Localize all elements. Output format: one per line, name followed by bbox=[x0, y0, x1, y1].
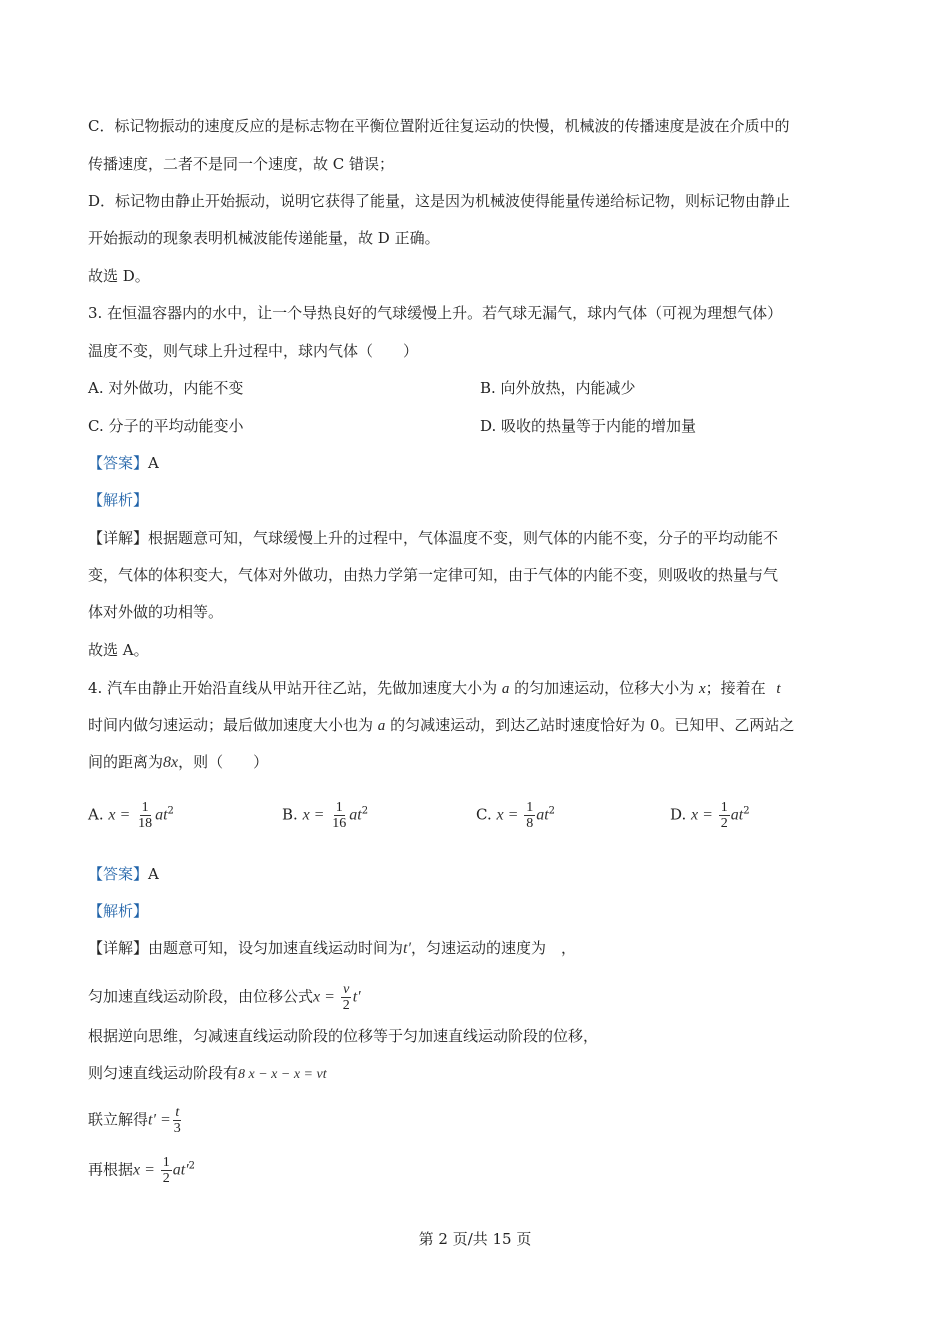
text-line bbox=[88, 1062, 327, 1086]
math-expr: x = bbox=[691, 806, 713, 824]
text-fragment: ，则（ ） bbox=[178, 753, 269, 771]
detail-text: 根据题意可知，气球缓慢上升的过程中，气体温度不变，则气体的内能不变，分子的平均动能不 bbox=[148, 529, 779, 547]
q4-detail bbox=[88, 937, 576, 960]
detail-tag: 【详解】 bbox=[88, 529, 149, 547]
fraction: $\frac{v}{2}$ bbox=[342, 982, 350, 1013]
text-line bbox=[88, 1155, 195, 1186]
fraction: $\frac{1}{2}$ bbox=[720, 800, 728, 831]
math-var: a bbox=[377, 718, 386, 734]
math-var: t bbox=[776, 681, 781, 697]
math-expr: at′ bbox=[172, 1161, 189, 1179]
answer-tag: 【答案】 bbox=[88, 865, 149, 883]
text-fragment: 4. 汽车由静止开始沿直线从甲站开往乙站，先做加速度大小为 bbox=[88, 679, 498, 697]
answer-value: A bbox=[148, 454, 159, 472]
text-fragment: 的匀减速运动，到达乙站时速度恰好为 0。已知甲、乙两站之 bbox=[390, 716, 795, 734]
fraction: $\frac{t}{3}$ bbox=[173, 1105, 181, 1136]
q3-detail bbox=[88, 527, 778, 549]
q4-option-a: A. x = $\frac{1}{18}$ $at^2$ bbox=[88, 800, 174, 831]
q4-option-c: C. x = $\frac{1}{8}$ $at^2$ bbox=[476, 800, 556, 831]
math-expr: x = bbox=[302, 806, 325, 824]
text-line: 体对外做的功相等。 bbox=[88, 603, 224, 621]
math-expr: 8 x − x − x = vt bbox=[238, 1067, 327, 1082]
text-fragment: 时间内做匀速运动；最后做加速度大小也为 bbox=[88, 716, 374, 734]
q3-option-c: C. 分子的平均动能变小 bbox=[88, 417, 244, 435]
text-fragment: ，匀速运动的速度为 ， bbox=[410, 939, 576, 957]
text-fragment: 再根据 bbox=[88, 1160, 134, 1179]
text-fragment: 间的距离为 bbox=[88, 753, 164, 771]
q3-option-d: D. 吸收的热量等于内能的增加量 bbox=[480, 417, 697, 435]
q3-option-a: A. 对外做功，内能不变 bbox=[88, 379, 244, 397]
math-expr: x = bbox=[108, 806, 131, 824]
math-expr: at bbox=[536, 806, 549, 824]
math-expr: x = bbox=[496, 806, 519, 824]
detail-tag: 【详解】 bbox=[88, 939, 149, 957]
text-fragment: 的匀加速运动，位移大小为 bbox=[514, 679, 695, 697]
math-expr: at bbox=[155, 806, 168, 824]
fraction: $\frac{1}{18}$ bbox=[138, 800, 153, 831]
text-line: 根据逆向思维，匀减速直线运动阶段的位移等于匀加速直线运动阶段的位移， bbox=[88, 1027, 599, 1045]
fraction: $\frac{1}{2}$ bbox=[162, 1155, 170, 1186]
math-expr: 8x bbox=[163, 754, 179, 771]
text-line: 变，气体的体积变大，气体对外做功，由热力学第一定律可知，由于气体的内能不变，则吸收的热量与气 bbox=[88, 566, 779, 584]
option-label: B. bbox=[282, 805, 298, 824]
option-label: D. bbox=[670, 805, 687, 824]
question-3: 3. 在恒温容器内的水中，让一个导热良好的气球缓慢上升。若气球无漏气，球内气体（可视为理想气体） bbox=[88, 304, 783, 322]
answer-value: A bbox=[148, 865, 159, 883]
option-label: A. bbox=[88, 805, 104, 824]
text-line: 温度不变，则气球上升过程中，球内气体（ ） bbox=[88, 342, 419, 360]
q3-answer bbox=[88, 452, 159, 474]
question-4 bbox=[88, 677, 781, 700]
text-fragment: ；接着在 bbox=[705, 679, 766, 697]
superscript: 2 bbox=[188, 1160, 196, 1172]
math-expr: at bbox=[730, 806, 744, 824]
answer-tag: 【答案】 bbox=[88, 454, 149, 472]
text-line bbox=[88, 1105, 184, 1136]
q4-answer bbox=[88, 863, 159, 885]
math-var: a bbox=[501, 681, 510, 697]
math-expr: t′ bbox=[403, 940, 411, 957]
text-line: 故选 D。 bbox=[88, 267, 150, 285]
text-line bbox=[88, 982, 361, 1013]
text-fragment: 匀加速直线运动阶段，由位移公式 bbox=[88, 987, 314, 1006]
text-line: D．标记物由静止开始振动，说明它获得了能量，这是因为机械波使得能量传递给标记物，则标记物由静止 bbox=[88, 192, 791, 210]
math-var: x bbox=[698, 681, 706, 697]
analysis-tag: 【解析】 bbox=[88, 491, 149, 509]
text-line bbox=[88, 751, 268, 774]
text-line: 故选 A。 bbox=[88, 641, 149, 659]
page-footer: 第 2 页/共 15 页 bbox=[418, 1230, 532, 1248]
q4-option-d: D. x = $\frac{1}{2}$ $at^2$ bbox=[670, 800, 750, 831]
math-expr: t′ = bbox=[148, 1111, 171, 1129]
text-line: 开始振动的现象表明机械波能传递能量，故 D 正确。 bbox=[88, 229, 440, 247]
text-fragment: 则匀速直线运动阶段有 bbox=[88, 1064, 239, 1082]
fraction: $\frac{1}{8}$ bbox=[526, 800, 534, 831]
text-fragment: 联立解得 bbox=[88, 1110, 149, 1129]
q4-option-b: B. x = $\frac{1}{16}$ $at^2$ bbox=[282, 800, 369, 831]
option-label: C. bbox=[476, 805, 492, 824]
text-line bbox=[88, 714, 794, 737]
text-fragment: 由题意可知，设匀加速直线运动时间为 bbox=[148, 939, 404, 957]
text-line: 传播速度，二者不是同一个速度，故 C 错误； bbox=[88, 155, 395, 173]
math-expr: at bbox=[349, 806, 362, 824]
fraction: $\frac{1}{16}$ bbox=[332, 800, 347, 831]
math-expr: x = bbox=[313, 988, 335, 1006]
math-expr: x = bbox=[133, 1161, 155, 1179]
text-line: C．标记物振动的速度反应的是标志物在平衡位置附近往复运动的快慢，机械波的传播速度是波在介质中的 bbox=[88, 117, 790, 135]
analysis-tag: 【解析】 bbox=[88, 902, 149, 920]
q3-option-b: B. 向外放热，内能减少 bbox=[480, 379, 636, 397]
math-expr: t′ bbox=[352, 988, 361, 1006]
